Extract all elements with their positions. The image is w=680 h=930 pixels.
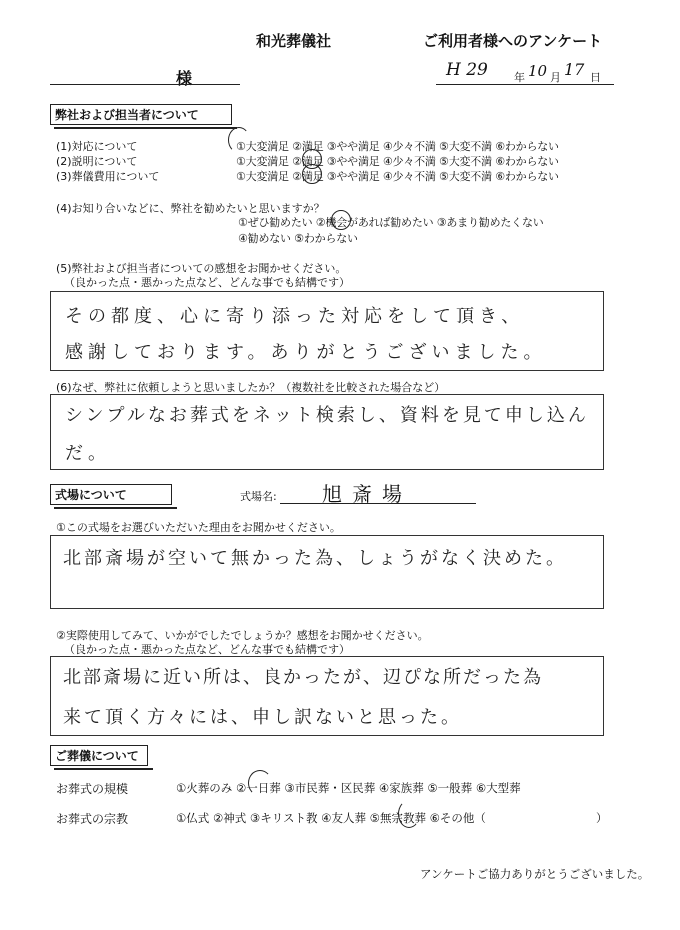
date-month-hand: 10 [528, 62, 548, 80]
funeral-scale-answer-circle [248, 770, 272, 796]
survey-title: ご利用者様へのアンケート [423, 32, 603, 50]
question-5-answer-line1: その都度、心に寄り添った対応をして頂き、 [65, 306, 525, 327]
question-3-answer-circle [302, 164, 322, 184]
venue-name-underline [280, 503, 476, 504]
venue-question-2-answer-line1: 北部斎場に近い所は、良かったが、辺ぴな所だった為 [63, 667, 543, 688]
date-month-label: 月 [550, 71, 561, 84]
venue-question-2-answer-box [50, 656, 604, 736]
question-6-answer-line1: シンプルなお葬式をネット検索し、資料を見て申し込ん [65, 405, 589, 426]
question-5-answer-box [50, 291, 604, 371]
venue-question-1-answer-box [50, 535, 604, 609]
question-3-label: (3)葬儀費用について [56, 170, 160, 183]
question-5-note: （良かった点・悪かった点など、どんな事でも結構です） [64, 276, 350, 289]
question-4-answer-circle [331, 210, 351, 230]
question-1-label: (1)対応について [56, 140, 138, 153]
question-4-options-row2: ④勧めない ⑤わからない [238, 232, 358, 245]
funeral-religion-label: お葬式の宗教 [56, 812, 129, 826]
question-5-label: (5)弊社および担当者についての感想をお聞かせください。 [56, 262, 347, 275]
question-6-answer-line2: だ。 [65, 443, 111, 464]
funeral-religion-close-paren: ） [596, 811, 608, 825]
venue-question-2-answer-line2: 来て頂く方々には、申し訳ないと思った。 [63, 707, 462, 728]
venue-question-2-note: （良かった点・悪かった点など、どんな事でも結構です） [64, 643, 350, 656]
footer-thanks: アンケートご協力ありがとうございました。 [420, 867, 650, 881]
date-underline [436, 84, 614, 85]
recipient-honorific: 様 [176, 69, 193, 88]
funeral-religion-options: ①仏式 ②神式 ③キリスト教 ④友人葬 ⑤無宗教葬 ⑥その他（ [176, 811, 486, 825]
section-company-staff-heading: 弊社および担当者について [50, 104, 232, 125]
venue-question-2-label: ②実際使用してみて、いかがでしたでしょうか？感想をお聞かせください。 [56, 629, 429, 642]
venue-name-label: 式場名: [240, 490, 277, 503]
date-day-hand: 17 [564, 60, 585, 79]
date-era-year-hand: H 29 [446, 60, 488, 80]
section-funeral-heading: ご葬儀について [50, 745, 148, 766]
question-2-label: (2)説明について [56, 155, 138, 168]
question-2-options: ①大変満足 ②満足 ③やや満足 ④少々不満 ⑤大変不満 ⑥わからない [236, 155, 559, 168]
venue-name-hand: 旭斎場 [322, 482, 412, 506]
company-name: 和光葬儀社 [256, 32, 332, 50]
funeral-religion-answer-circle [398, 800, 420, 828]
question-4-options-row1: ①ぜひ勧めたい ②機会があれば勧めたい ③あまり勧めたくない [238, 216, 544, 229]
question-5-answer-line2: 感謝しております。ありがとうございました。 [65, 342, 547, 363]
question-1-answer-circle [228, 127, 250, 153]
question-1-options: ①大変満足 ②満足 ③やや満足 ④少々不満 ⑤大変不満 ⑥わからない [236, 140, 559, 153]
funeral-scale-options: ①火葬のみ ②一日葬 ③市民葬・区民葬 ④家族葬 ⑤一般葬 ⑥大型葬 [176, 781, 521, 795]
venue-question-1-answer-line1: 北部斎場が空いて無かった為、しょうがなく決めた。 [63, 548, 567, 569]
question-4-label: (4)お知り合いなどに、弊社を勧めたいと思いますか？ [56, 202, 325, 215]
question-3-options: ①大変満足 ②満足 ③やや満足 ④少々不満 ⑤大変不満 ⑥わからない [236, 170, 559, 183]
date-day-label: 日 [590, 71, 601, 84]
question-6-label: (6)なぜ、弊社に依頼しようと思いましたか？（複数社を比較された場合など） [56, 381, 446, 394]
question-6-answer-box [50, 394, 604, 470]
funeral-scale-label: お葬式の規模 [56, 782, 129, 796]
section-venue-heading: 式場について [50, 484, 172, 505]
date-year-label: 年 [514, 71, 525, 84]
venue-question-1-label: ①この式場をお選びいただいた理由をお聞かせください。 [56, 521, 341, 534]
recipient-underline [50, 84, 240, 85]
